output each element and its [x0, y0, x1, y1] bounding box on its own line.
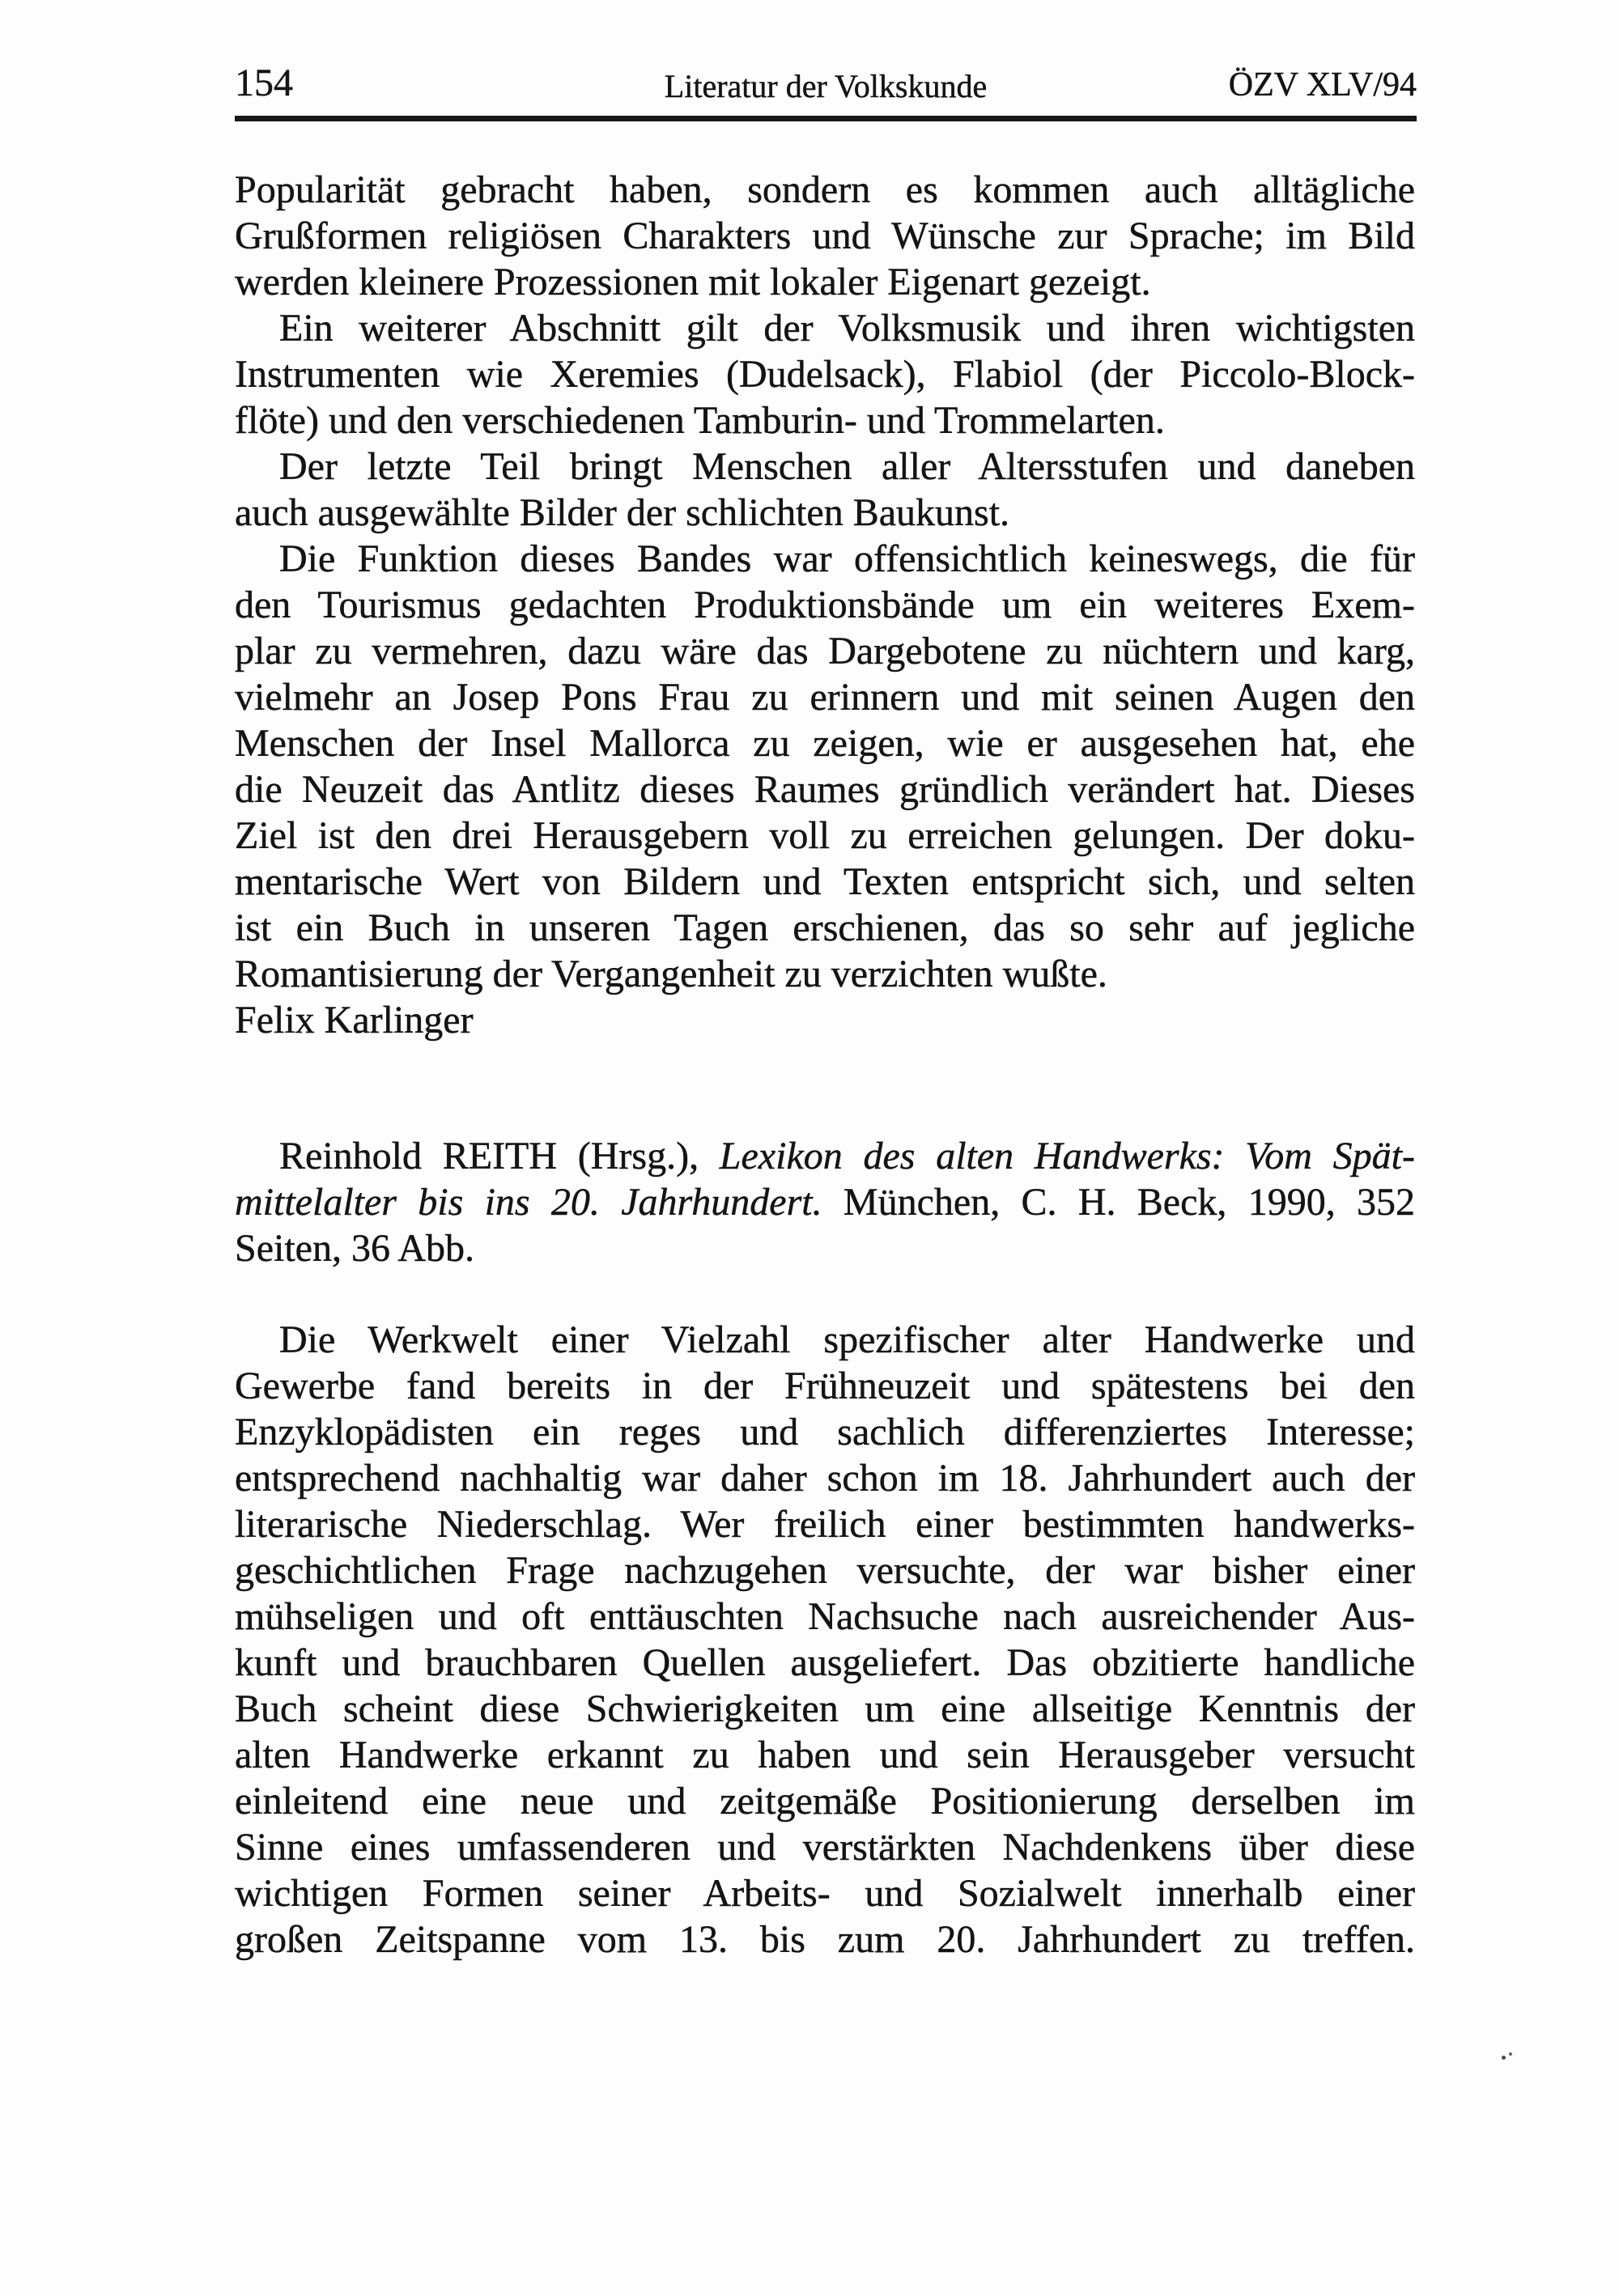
- text-segment: geschichtlichen Frage nachzugehen versuchte, der war bisher einer: [235, 1549, 1415, 1592]
- paragraph: [235, 536, 1415, 997]
- paragraph: [235, 1317, 1415, 1963]
- text-line: [235, 213, 1415, 259]
- text-segment: vielmehr an Josep Pons Frau zu erinnern und mit seinen Augen den: [235, 676, 1415, 719]
- text-segment: alten Handwerke erkannt zu haben und sein Herausgeber versucht: [235, 1734, 1415, 1776]
- text-segment: München, C. H. Beck, 1990, 352: [822, 1181, 1415, 1224]
- text-segment: Buch scheint diese Schwierigkeiten um eine allseitige Kenntnis der: [235, 1687, 1415, 1730]
- journal-issue-label: ÖZV XLV/94: [1228, 66, 1417, 104]
- text-line: [235, 397, 1415, 443]
- italic-text-segment: mittelalter bis ins 20. Jahrhundert.: [235, 1181, 822, 1224]
- text-line: [235, 582, 1415, 628]
- text-segment: die Neuzeit das Antlitz dieses Raumes gründlich verändert hat. Dieses: [235, 768, 1415, 811]
- text-segment: auch ausgewählte Bilder der schlichten Baukunst.: [235, 491, 1010, 534]
- text-line: [235, 813, 1415, 859]
- text-segment: Enzyklopädisten ein reges und sachlich differenziertes Interesse;: [235, 1411, 1415, 1454]
- book-citation: [235, 1133, 1415, 1271]
- text-segment: Gewerbe fand bereits in der Frühneuzeit und spätestens bei den: [235, 1364, 1415, 1407]
- text-segment: Ziel ist den drei Herausgebern voll zu erreichen gelungen. Der doku-: [235, 814, 1415, 857]
- text-line: [235, 1547, 1415, 1594]
- text-line: [235, 1686, 1415, 1732]
- text-segment: werden kleinere Prozessionen mit lokaler Eigenart gezeigt.: [235, 261, 1151, 303]
- paragraph: [235, 167, 1415, 305]
- text-line: [235, 1409, 1415, 1455]
- text-line: [235, 720, 1415, 766]
- text-line: [235, 1317, 1415, 1363]
- text-line: [235, 490, 1415, 536]
- text-line: [235, 905, 1415, 951]
- text-line: [235, 536, 1415, 582]
- text-segment: den Tourismus gedachten Produktionsbände um ein weiteres Exem-: [235, 584, 1415, 626]
- review-text-karlinger: [235, 167, 1415, 1043]
- text-segment: Menschen der Insel Mallorca zu zeigen, wie er ausgesehen hat, ehe: [235, 722, 1415, 765]
- page-header: [235, 64, 1417, 103]
- text-line: [235, 1179, 1415, 1225]
- text-segment: Die Funktion dieses Bandes war offensichtlich keineswegs, die für: [279, 537, 1415, 580]
- text-segment: Popularität gebracht haben, sondern es kommen auch alltägliche: [235, 168, 1415, 211]
- text-line: [235, 443, 1415, 490]
- page-number: 154: [235, 62, 293, 104]
- text-line: [235, 1870, 1415, 1916]
- text-line: [235, 305, 1415, 351]
- text-segment: Instrumenten wie Xeremies (Dudelsack), Flabiol (der Piccolo-Block-: [235, 353, 1415, 396]
- text-segment: wichtigen Formen seiner Arbeits- und Sozialwelt innerhalb einer: [235, 1872, 1415, 1915]
- text-line: [235, 674, 1415, 720]
- text-segment: ist ein Buch in unseren Tagen erschienen, das so sehr auf jegliche: [235, 906, 1415, 949]
- text-line: [235, 1778, 1415, 1824]
- text-segment: plar zu vermehren, dazu wäre das Dargebotene zu nüchtern und karg,: [235, 630, 1415, 673]
- text-line: [235, 766, 1415, 813]
- scan-artifact-dot: [1502, 2056, 1506, 2060]
- text-segment: kunft und brauchbaren Quellen ausgeliefert. Das obzitierte handliche: [235, 1641, 1415, 1684]
- text-line: [235, 1455, 1415, 1501]
- review-paragraphs: [235, 1317, 1415, 1963]
- text-line: [235, 951, 1415, 997]
- text-segment: flöte) und den verschiedenen Tamburin- und Trommelarten.: [235, 399, 1165, 442]
- text-segment: einleitend eine neue und zeitgemäße Positionierung derselben im: [235, 1780, 1415, 1823]
- text-segment: Seiten, 36 Abb.: [235, 1227, 474, 1270]
- text-line: [235, 1732, 1415, 1778]
- text-line: [235, 1225, 1415, 1271]
- text-segment: Die Werkwelt einer Vielzahl spezifischer alter Handwerke und: [279, 1318, 1415, 1361]
- text-segment: Grußformen religiösen Charakters und Wünsche zur Sprache; im Bild: [235, 214, 1415, 257]
- text-segment: Romantisierung der Vergangenheit zu verzichten wußte.: [235, 953, 1107, 995]
- text-segment: Sinne eines umfassenderen und verstärkten Nachdenkens über diese: [235, 1826, 1415, 1869]
- italic-text-segment: Lexikon des alten Handwerks: Vom Spät-: [719, 1135, 1415, 1178]
- paragraph: [235, 305, 1415, 443]
- running-title: Literatur der Volkskunde: [664, 68, 988, 104]
- text-segment: mühseligen und oft enttäuschten Nachsuche nach ausreichender Aus-: [235, 1595, 1415, 1638]
- paragraph: [235, 443, 1415, 536]
- text-line: [235, 1594, 1415, 1640]
- text-line: [235, 1824, 1415, 1870]
- scan-artifact-dot: [1509, 2052, 1512, 2056]
- text-segment: literarische Niederschlag. Wer freilich einer bestimmten handwerks-: [235, 1503, 1415, 1546]
- paragraph: [235, 1133, 1415, 1271]
- text-line: [235, 1501, 1415, 1547]
- text-line: [235, 259, 1415, 305]
- text-line: [235, 1133, 1415, 1179]
- text-segment: Der letzte Teil bringt Menschen aller Altersstufen und daneben: [279, 445, 1415, 488]
- text-line: [235, 167, 1415, 213]
- text-segment: mentarische Wert von Bildern und Texten entspricht sich, und selten: [235, 860, 1415, 903]
- text-segment: entsprechend nachhaltig war daher schon im 18. Jahrhundert auch der: [235, 1457, 1415, 1500]
- page-body: [235, 167, 1415, 1963]
- text-segment: Ein weiterer Abschnitt gilt der Volksmusik und ihren wichtigsten: [279, 307, 1415, 350]
- text-segment: Reinhold REITH (Hrsg.),: [279, 1135, 720, 1178]
- header-rule: [235, 116, 1417, 121]
- text-line: [235, 351, 1415, 397]
- reviewer-signature: Felix Karlinger: [235, 999, 474, 1042]
- review-paragraphs: [235, 167, 1415, 997]
- text-segment: großen Zeitspanne vom 13. bis zum 20. Jahrhundert zu treffen.: [235, 1918, 1415, 1961]
- text-line: [235, 1363, 1415, 1409]
- review-text-reith: [235, 1133, 1415, 1963]
- text-line: [235, 1916, 1415, 1963]
- text-line: [235, 1640, 1415, 1686]
- text-line: [235, 628, 1415, 674]
- text-line: [235, 859, 1415, 905]
